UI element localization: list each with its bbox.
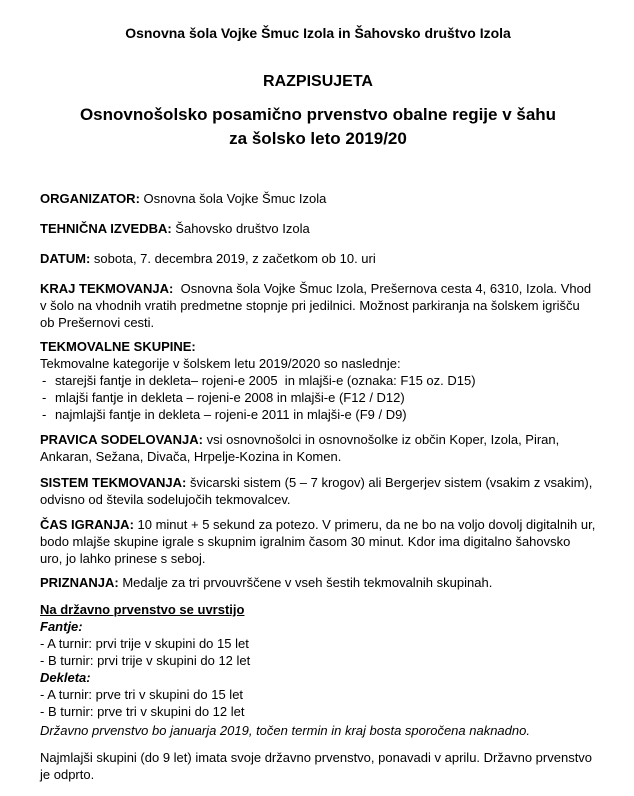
awards-label: PRIZNANJA: <box>40 575 119 590</box>
system-value: švicarski sistem (5 – 7 krogov) ali Bergerjev sistem (vsakim z vsakim), odvisno od števila sodelujočih tekmovalcev. <box>40 475 596 507</box>
eligibility-paragraph <box>40 431 596 465</box>
organizer-value: Osnovna šola Vojke Šmuc Izola <box>139 191 327 206</box>
time-label: ČAS IGRANJA: <box>40 517 134 532</box>
bullet-dash: - <box>42 407 47 422</box>
technical-paragraph <box>40 220 596 237</box>
category-item-text: najmlajši fantje in dekleta – rojeni-e 2011 in mlajši-e (F9 / D9) <box>55 407 407 422</box>
boys-item: - B turnir: prvi trije v skupini do 12 let <box>40 653 251 668</box>
organizer-paragraph <box>40 190 596 207</box>
girls-item: - B turnir: prve tri v skupini do 12 let <box>40 704 245 719</box>
bullet-dash: - <box>42 390 47 405</box>
groups-heading: TEKMOVALNE SKUPINE: <box>40 339 196 354</box>
girls-label: Dekleta: <box>40 670 91 685</box>
groups-section <box>40 338 596 423</box>
organizer-label: ORGANIZATOR: <box>40 191 140 206</box>
boys-item: - A turnir: prvi trije v skupini do 15 let <box>40 636 249 651</box>
awards-paragraph <box>40 574 596 591</box>
eligibility-value: vsi osnovnošolci in osnovnošolke iz občin Koper, Izola, Piran, Ankaran, Sežana, Divača, Hrpelje-Kozina in Komen. <box>40 432 563 464</box>
qualification-heading: Na državno prvenstvo se uvrstijo <box>40 602 245 617</box>
system-paragraph <box>40 474 596 508</box>
awards-value: Medalje za tri prvouvrščene v vseh šestih tekmovalnih skupinah. <box>118 575 493 590</box>
groups-intro: Tekmovalne kategorije v šolskem letu 2019/2020 so naslednje: <box>40 356 401 371</box>
category-item-text: starejši fantje in dekleta– rojeni-e 2005 in mlajši-e (oznaka: F15 oz. D15) <box>55 373 476 388</box>
girls-item: - A turnir: prve tri v skupini do 15 let <box>40 687 244 702</box>
technical-value: Šahovsko društvo Izola <box>171 221 310 236</box>
boys-label: Fantje: <box>40 619 83 634</box>
category-item <box>40 389 596 406</box>
national-championship-note: Državno prvenstvo bo januarja 2019, točen termin in kraj bosta sporočena naknadno. <box>40 723 530 738</box>
technical-label: TEHNIČNA IZVEDBA: <box>40 221 172 236</box>
category-item <box>40 406 596 423</box>
date-paragraph <box>40 250 596 267</box>
category-item-text: mlajši fantje in dekleta – rojeni-e 2008 in mlajši-e (F12 / D12) <box>55 390 405 405</box>
category-item <box>40 372 596 389</box>
page-title-line-1: Osnovnošolsko posamično prvenstvo obalne regije v šahu <box>79 105 557 124</box>
bullet-dash: - <box>42 373 47 388</box>
venue-label: KRAJ TEKMOVANJA: <box>40 281 174 296</box>
system-label: SISTEM TEKMOVANJA: <box>40 475 187 490</box>
page-title-line-2: za šolsko leto 2019/20 <box>229 129 407 148</box>
date-label: DATUM: <box>40 251 91 266</box>
time-paragraph <box>40 516 599 567</box>
document-header: Osnovna šola Vojke Šmuc Izola in Šahovsko društvo Izola <box>125 25 511 41</box>
eligibility-label: PRAVICA SODELOVANJA: <box>40 432 203 447</box>
announce-heading: RAZPISUJETA <box>263 73 373 90</box>
venue-paragraph <box>40 280 596 331</box>
qualification-section <box>40 601 596 720</box>
date-value: sobota, 7. decembra 2019, z začetkom ob 10. uri <box>90 251 376 266</box>
time-value: 10 minut + 5 sekund za potezo. V primeru, da ne bo na voljo dovolj digitalnih ur, bodo mlajše skupine igrale s skupnim igralnim časom 30 minut. Kdor ima digitalno šahovsko uro, jo lahko prinese s seboj. <box>40 517 599 566</box>
page-title <box>40 103 596 151</box>
youngest-groups-note: Najmlajši skupini (do 9 let) imata svoje državno prvenstvo, ponavadi v aprilu. Državno prvenstvo je odprto. <box>40 750 596 782</box>
venue-value: Osnovna šola Vojke Šmuc Izola, Prešernova cesta 4, 6310, Izola. Vhod v šolo na vhodnih vratih predmetne stopnje pri jedilnici. Možnost parkiranja na šolskem igrišču ob Prešernovi cesti. <box>40 281 595 330</box>
